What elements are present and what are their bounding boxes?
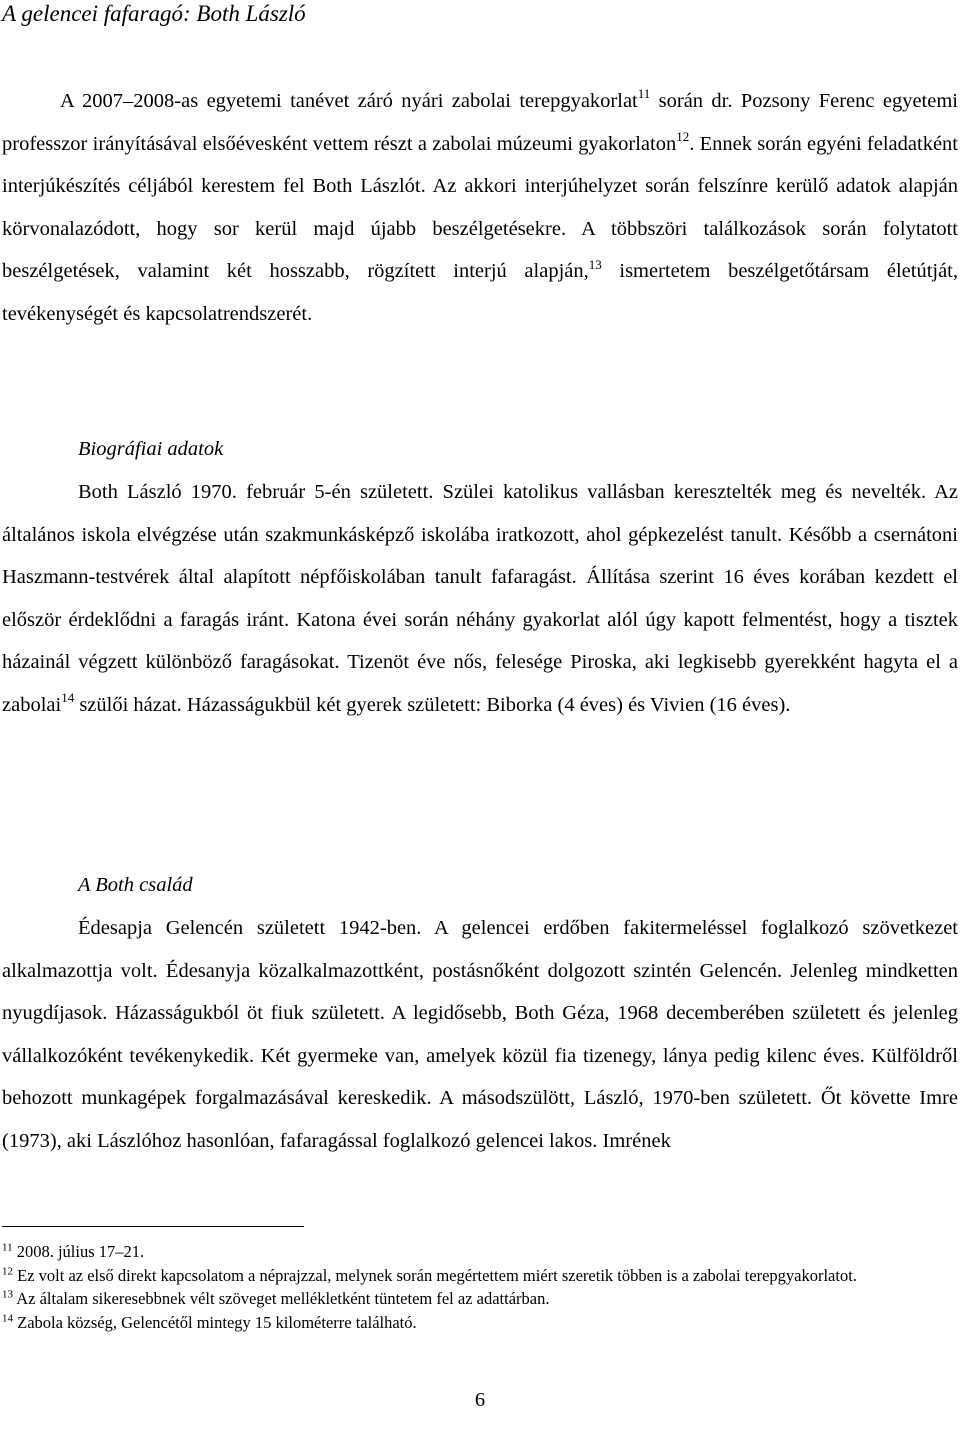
family-heading: A Both család — [78, 874, 193, 896]
footnote-ref-14[interactable]: 14 — [61, 690, 75, 706]
intro-text-3: . Ennek során egyéni feladatként interjúkészítés céljából kerestem fel Both Lászlót. Az akkori interjúhelyzet során felszínre kerülő adatok alapján körvonalazódott, hogy sor kerül majd újabb beszélgetésekre. A többszöri találkozások során folytatott beszélgetések, valamint két hosszabb, rögzített interjú alapján, — [2, 132, 958, 283]
page-number: 6 — [474, 1389, 486, 1411]
footnote-ref-13[interactable]: 13 — [588, 256, 602, 272]
footnote-12: $^{12}$ Ez volt az első direkt kapcsolatom a néprajzzal, melynek során megértettem miért szeretik többen is a zabolai terepgyakorlatot. — [2, 1265, 857, 1285]
footnotes — [2, 1240, 958, 1334]
bio-text-1: Both László 1970. február 5-én született. Szülei katolikus vallásban keresztelték meg és nevelték. Az általános iskola elvégzése után szakmunkásképző iskolába iratkozott, ahol gépkezelést tanult. Később a csernátoni Haszmann-testvérek által alapított népfőiskolában tanult fafaragást. Állítása szerint 16 éves korában kezdett el először érdeklődni a faragás iránt. Katona évei során néhány gyakorlat alól úgy kapott felmentést, hogy a tisztek házainál végzett különböző faragásokat. Tizenöt éve nős, felesége Piroska, aki legkisebb gyerekként hagyta el a zabolai — [2, 481, 958, 716]
intro-section — [2, 80, 958, 336]
family-section — [2, 907, 958, 1163]
bio-text-2: szülői házat. Házasságukbül két gyerek született: Biborka (4 éves) és Vivien (16 éves). — [74, 693, 791, 716]
intro-text-2: során dr. Pozsony Ferenc egyetemi professzor irányításával elsőévesként vettem részt a zabolai múzeumi gyakorlaton — [2, 90, 958, 155]
intro-text-4: ismertetem beszélgetőtársam életútját, tevékenységét és kapcsolatrendszerét. — [2, 260, 959, 325]
footnote-11: $^{11}$ 2008. július 17–21. — [2, 1241, 145, 1261]
intro-text-1: A 2007–2008-as egyetemi tanévet záró nyári zabolai terepgyakorlat — [60, 90, 638, 112]
family-paragraph: Édesapja Gelencén született 1942-ben. A gelencei erdőben fakitermeléssel foglalkozó szövetkezet alkalmazottja volt. Édesanyja közalkalmazottként, postásnőként dolgozott szintén Gelencén. Jelenleg mindketten nyugdíjasok. Házasságukból öt fiuk született. A legidősebb, Both Géza, 1968 decemberében született és jelenleg vállalkozóként tevékenykedik. Két gyermeke van, amelyek közül fia tizenegy, lánya pedig kilenc éves. Külföldről behozott munkagépek forgalmazásával kereskedik. A másodszülött, László, 1970-ben született. Őt követte Imre (1973), aki Lászlóhoz hasonlóan, fafaragással foglalkozó gelencei lakos. Imrének — [2, 917, 958, 1152]
bio-paragraph — [2, 471, 958, 727]
footnote-13: $^{13}$ Az általam sikeresebbnek vélt szöveget mellékletként tüntetem fel az adattárban. — [2, 1288, 550, 1308]
bio-heading: Biográfiai adatok — [78, 438, 224, 460]
footnote-ref-11[interactable]: 11 — [637, 86, 651, 102]
footnote-separator — [2, 1226, 304, 1227]
document-title: A gelencei fafaragó: Both László — [2, 1, 306, 26]
footnote-ref-12[interactable]: 12 — [676, 128, 690, 144]
footnote-14: $^{14}$ Zabola község, Gelencétől mintegy 15 kilométerre található. — [2, 1312, 417, 1332]
intro-paragraph — [2, 80, 958, 336]
bio-section — [2, 471, 958, 727]
